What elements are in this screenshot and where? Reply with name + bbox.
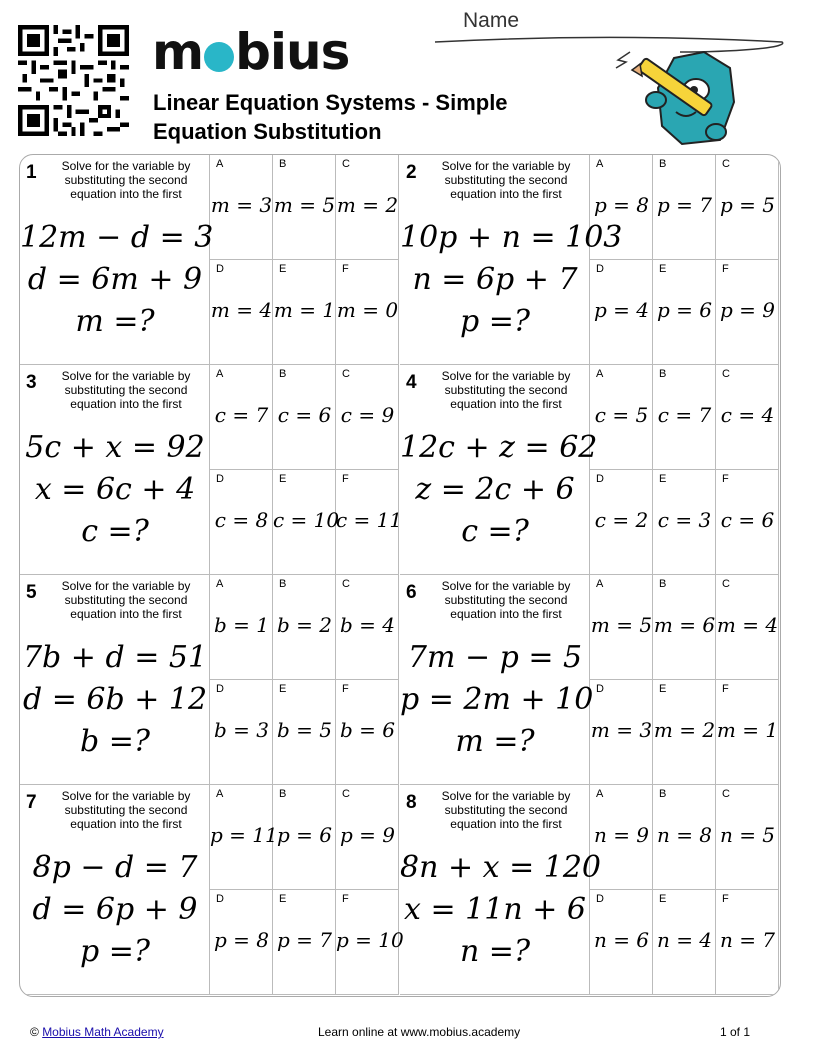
- option-a[interactable]: [590, 155, 653, 260]
- instruction-text: Solve for the variable by substituting the second equation into the first: [61, 369, 191, 411]
- question-cell: [20, 365, 210, 575]
- option-value: c = 5: [594, 403, 649, 427]
- option-b[interactable]: [653, 785, 716, 890]
- option-c[interactable]: [716, 575, 779, 680]
- equation-1: 7m − p = 5: [407, 640, 583, 675]
- option-label: B: [279, 368, 287, 380]
- equation-1: 8p − d = 7: [32, 850, 198, 885]
- option-label: C: [342, 788, 350, 800]
- option-e[interactable]: [653, 890, 716, 995]
- question-number: 3: [26, 372, 37, 393]
- option-label: D: [216, 473, 224, 485]
- logo-o-circle: [204, 42, 234, 72]
- option-label: C: [722, 788, 730, 800]
- equation-2: z = 2c + 6: [415, 472, 575, 507]
- option-f[interactable]: [336, 260, 399, 365]
- question-number: 4: [406, 372, 417, 393]
- option-value: c = 7: [214, 403, 269, 427]
- mascot-illustration: [612, 40, 747, 155]
- question-number: 8: [406, 792, 417, 813]
- option-value: p = 7: [657, 193, 712, 217]
- option-e[interactable]: [273, 680, 336, 785]
- option-f[interactable]: [336, 680, 399, 785]
- option-c[interactable]: [716, 155, 779, 260]
- equation-target: m =?: [455, 724, 535, 759]
- option-value: m = 4: [716, 613, 779, 637]
- option-value: c = 6: [720, 508, 775, 532]
- option-label: D: [596, 263, 604, 275]
- option-label: E: [659, 263, 667, 275]
- option-d[interactable]: [210, 470, 273, 575]
- option-value: m = 4: [210, 298, 273, 322]
- option-e[interactable]: [653, 470, 716, 575]
- option-b[interactable]: [273, 575, 336, 680]
- option-value: m = 2: [653, 718, 716, 742]
- equation-target: m =?: [75, 304, 155, 339]
- instruction-text: Solve for the variable by substituting the second equation into the first: [441, 369, 571, 411]
- option-label: F: [722, 683, 729, 695]
- mobius-academy-link[interactable]: Mobius Math Academy: [42, 1025, 164, 1039]
- equation-2: d = 6b + 12: [22, 682, 208, 717]
- option-label: B: [659, 788, 667, 800]
- option-c[interactable]: [336, 785, 399, 890]
- footer-copyright: [30, 1025, 164, 1039]
- option-d[interactable]: [590, 260, 653, 365]
- equation-target: p =?: [80, 934, 150, 969]
- option-c[interactable]: [336, 155, 399, 260]
- worksheet-title: Linear Equation Systems - Simple Equation Substitution: [153, 90, 508, 144]
- option-label: B: [279, 578, 287, 590]
- option-label: C: [342, 368, 350, 380]
- equation-1: 5c + x = 92: [25, 430, 205, 465]
- option-label: F: [722, 893, 729, 905]
- option-e[interactable]: [653, 680, 716, 785]
- option-b[interactable]: [653, 365, 716, 470]
- problem-3: [20, 365, 403, 575]
- instruction-text: Solve for the variable by substituting the second equation into the first: [61, 159, 191, 201]
- option-value: m = 3: [210, 193, 273, 217]
- option-label: E: [279, 683, 287, 695]
- option-value: p = 8: [214, 928, 269, 952]
- instruction-text: Solve for the variable by substituting the second equation into the first: [61, 789, 191, 831]
- option-d[interactable]: [210, 680, 273, 785]
- problem-1: [20, 155, 400, 365]
- equation-target: c =?: [81, 514, 149, 549]
- equation-2: x = 11n + 6: [404, 892, 586, 927]
- option-value: m = 3: [590, 718, 653, 742]
- option-label: B: [659, 158, 667, 170]
- option-e[interactable]: [273, 470, 340, 575]
- question-number: 1: [26, 162, 37, 183]
- problem-5: [20, 575, 400, 785]
- problem-6: [400, 575, 780, 785]
- equation-2: p = 2m + 10: [400, 682, 594, 717]
- option-b[interactable]: [273, 365, 336, 470]
- option-a[interactable]: [210, 785, 278, 890]
- option-value: b = 1: [214, 613, 269, 637]
- option-f[interactable]: [716, 890, 779, 995]
- instruction-text: Solve for the variable by substituting the second equation into the first: [61, 579, 191, 621]
- option-value: p = 10: [336, 928, 404, 952]
- option-value: c = 4: [720, 403, 775, 427]
- option-label: A: [596, 578, 604, 590]
- option-value: m = 0: [336, 298, 399, 322]
- option-value: b = 6: [340, 718, 395, 742]
- option-label: F: [722, 473, 729, 485]
- option-label: E: [279, 263, 287, 275]
- option-label: B: [279, 788, 287, 800]
- option-d[interactable]: [590, 470, 653, 575]
- option-value: n = 7: [719, 928, 776, 952]
- option-value: n = 8: [656, 823, 713, 847]
- option-label: B: [659, 578, 667, 590]
- option-b[interactable]: [273, 155, 336, 260]
- option-c[interactable]: [716, 785, 779, 890]
- option-a[interactable]: [590, 575, 653, 680]
- option-value: c = 6: [277, 403, 332, 427]
- question-number: 5: [26, 582, 37, 603]
- question-number: 6: [406, 582, 417, 603]
- page-number: 1 of 1: [720, 1025, 751, 1039]
- option-label: C: [342, 578, 350, 590]
- name-label: Name: [463, 9, 520, 32]
- question-number: 7: [26, 792, 37, 813]
- option-label: A: [216, 578, 224, 590]
- option-label: A: [216, 788, 224, 800]
- instruction-text: Solve for the variable by substituting the second equation into the first: [441, 159, 571, 201]
- option-label: C: [722, 158, 730, 170]
- equation-2: d = 6m + 9: [27, 262, 203, 297]
- option-label: F: [342, 473, 349, 485]
- option-label: F: [342, 263, 349, 275]
- option-value: c = 2: [594, 508, 649, 532]
- option-value: p = 11: [210, 823, 278, 847]
- option-d[interactable]: [590, 680, 653, 785]
- problem-grid: [19, 154, 781, 997]
- option-value: c = 7: [657, 403, 712, 427]
- option-value: m = 6: [653, 613, 716, 637]
- question-cell: [400, 365, 598, 575]
- problem-4: [400, 365, 780, 575]
- option-f[interactable]: [716, 680, 779, 785]
- option-label: C: [722, 368, 730, 380]
- option-label: F: [342, 683, 349, 695]
- option-label: E: [279, 893, 287, 905]
- option-value: m = 5: [590, 613, 653, 637]
- option-label: D: [596, 473, 604, 485]
- option-label: C: [722, 578, 730, 590]
- option-value: p = 8: [594, 193, 649, 217]
- option-value: n = 4: [656, 928, 713, 952]
- equation-2: x = 6c + 4: [34, 472, 196, 507]
- option-value: c = 10: [273, 508, 340, 532]
- option-value: n = 6: [593, 928, 650, 952]
- question-cell: [400, 575, 594, 785]
- copyright-symbol: ©: [30, 1025, 39, 1039]
- mobius-logo: m bius: [152, 23, 350, 81]
- option-value: p = 6: [277, 823, 332, 847]
- equation-target: p =?: [460, 304, 530, 339]
- option-value: b = 3: [214, 718, 269, 742]
- option-label: A: [596, 788, 604, 800]
- option-value: m = 1: [273, 298, 336, 322]
- option-value: m = 5: [273, 193, 336, 217]
- option-f[interactable]: [336, 470, 403, 575]
- equation-1: 12m − d = 3: [20, 220, 214, 255]
- footer-center-text: Learn online at www.mobius.academy: [318, 1025, 521, 1039]
- option-label: D: [596, 893, 604, 905]
- option-label: A: [596, 368, 604, 380]
- option-label: D: [216, 263, 224, 275]
- option-label: E: [659, 893, 667, 905]
- equation-target: n =?: [459, 934, 531, 969]
- option-a[interactable]: [590, 365, 653, 470]
- option-value: n = 9: [593, 823, 650, 847]
- option-a[interactable]: [590, 785, 653, 890]
- question-cell: [20, 785, 210, 995]
- option-value: m = 2: [336, 193, 399, 217]
- option-value: p = 5: [720, 193, 775, 217]
- option-label: D: [216, 893, 224, 905]
- option-label: B: [659, 368, 667, 380]
- option-label: E: [659, 473, 667, 485]
- instruction-text: Solve for the variable by substituting the second equation into the first: [441, 579, 571, 621]
- option-value: p = 4: [594, 298, 649, 322]
- option-label: A: [596, 158, 604, 170]
- option-value: p = 9: [340, 823, 395, 847]
- equation-1: 10p + n = 103: [400, 220, 623, 255]
- option-label: B: [279, 158, 287, 170]
- option-label: C: [342, 158, 350, 170]
- option-value: n = 5: [719, 823, 776, 847]
- option-value: m = 1: [716, 718, 779, 742]
- option-label: D: [596, 683, 604, 695]
- option-value: c = 11: [336, 508, 403, 532]
- option-label: F: [342, 893, 349, 905]
- option-value: b = 4: [340, 613, 395, 637]
- option-c[interactable]: [336, 365, 399, 470]
- option-f[interactable]: [716, 470, 779, 575]
- option-f[interactable]: [336, 890, 404, 995]
- option-c[interactable]: [336, 575, 399, 680]
- equation-1: 7b + d = 51: [22, 640, 208, 675]
- option-value: b = 2: [277, 613, 332, 637]
- option-b[interactable]: [653, 155, 716, 260]
- option-label: E: [659, 683, 667, 695]
- option-f[interactable]: [716, 260, 779, 365]
- option-value: p = 6: [657, 298, 712, 322]
- option-value: c = 9: [340, 403, 395, 427]
- option-label: E: [279, 473, 287, 485]
- instruction-text: Solve for the variable by substituting the second equation into the first: [441, 789, 571, 831]
- option-d[interactable]: [210, 260, 273, 365]
- equation-target: b =?: [80, 724, 150, 759]
- option-b[interactable]: [273, 785, 336, 890]
- option-a[interactable]: [210, 155, 273, 260]
- equation-2: d = 6p + 9: [32, 892, 198, 927]
- problem-8: [400, 785, 780, 995]
- equation-1: 12c + z = 62: [400, 430, 598, 465]
- question-number: 2: [406, 162, 417, 183]
- question-cell: [20, 155, 214, 365]
- option-d[interactable]: [590, 890, 653, 995]
- problem-7: [20, 785, 404, 995]
- option-e[interactable]: [273, 260, 336, 365]
- option-value: b = 5: [277, 718, 332, 742]
- option-value: p = 9: [720, 298, 775, 322]
- problem-2: [400, 155, 780, 365]
- option-value: c = 8: [214, 508, 269, 532]
- equation-target: c =?: [461, 514, 529, 549]
- option-label: D: [216, 683, 224, 695]
- option-b[interactable]: [653, 575, 716, 680]
- qr-code: [18, 25, 129, 136]
- question-cell: [400, 785, 602, 995]
- option-a[interactable]: [210, 365, 273, 470]
- option-label: F: [722, 263, 729, 275]
- question-cell: [20, 575, 210, 785]
- option-e[interactable]: [653, 260, 716, 365]
- equation-1: 8n + x = 120: [400, 850, 602, 885]
- equation-2: n = 6p + 7: [412, 262, 578, 297]
- option-label: A: [216, 368, 224, 380]
- option-e[interactable]: [273, 890, 336, 995]
- option-label: A: [216, 158, 224, 170]
- option-value: p = 7: [277, 928, 332, 952]
- option-c[interactable]: [716, 365, 779, 470]
- option-d[interactable]: [210, 890, 273, 995]
- option-a[interactable]: [210, 575, 273, 680]
- option-value: c = 3: [657, 508, 712, 532]
